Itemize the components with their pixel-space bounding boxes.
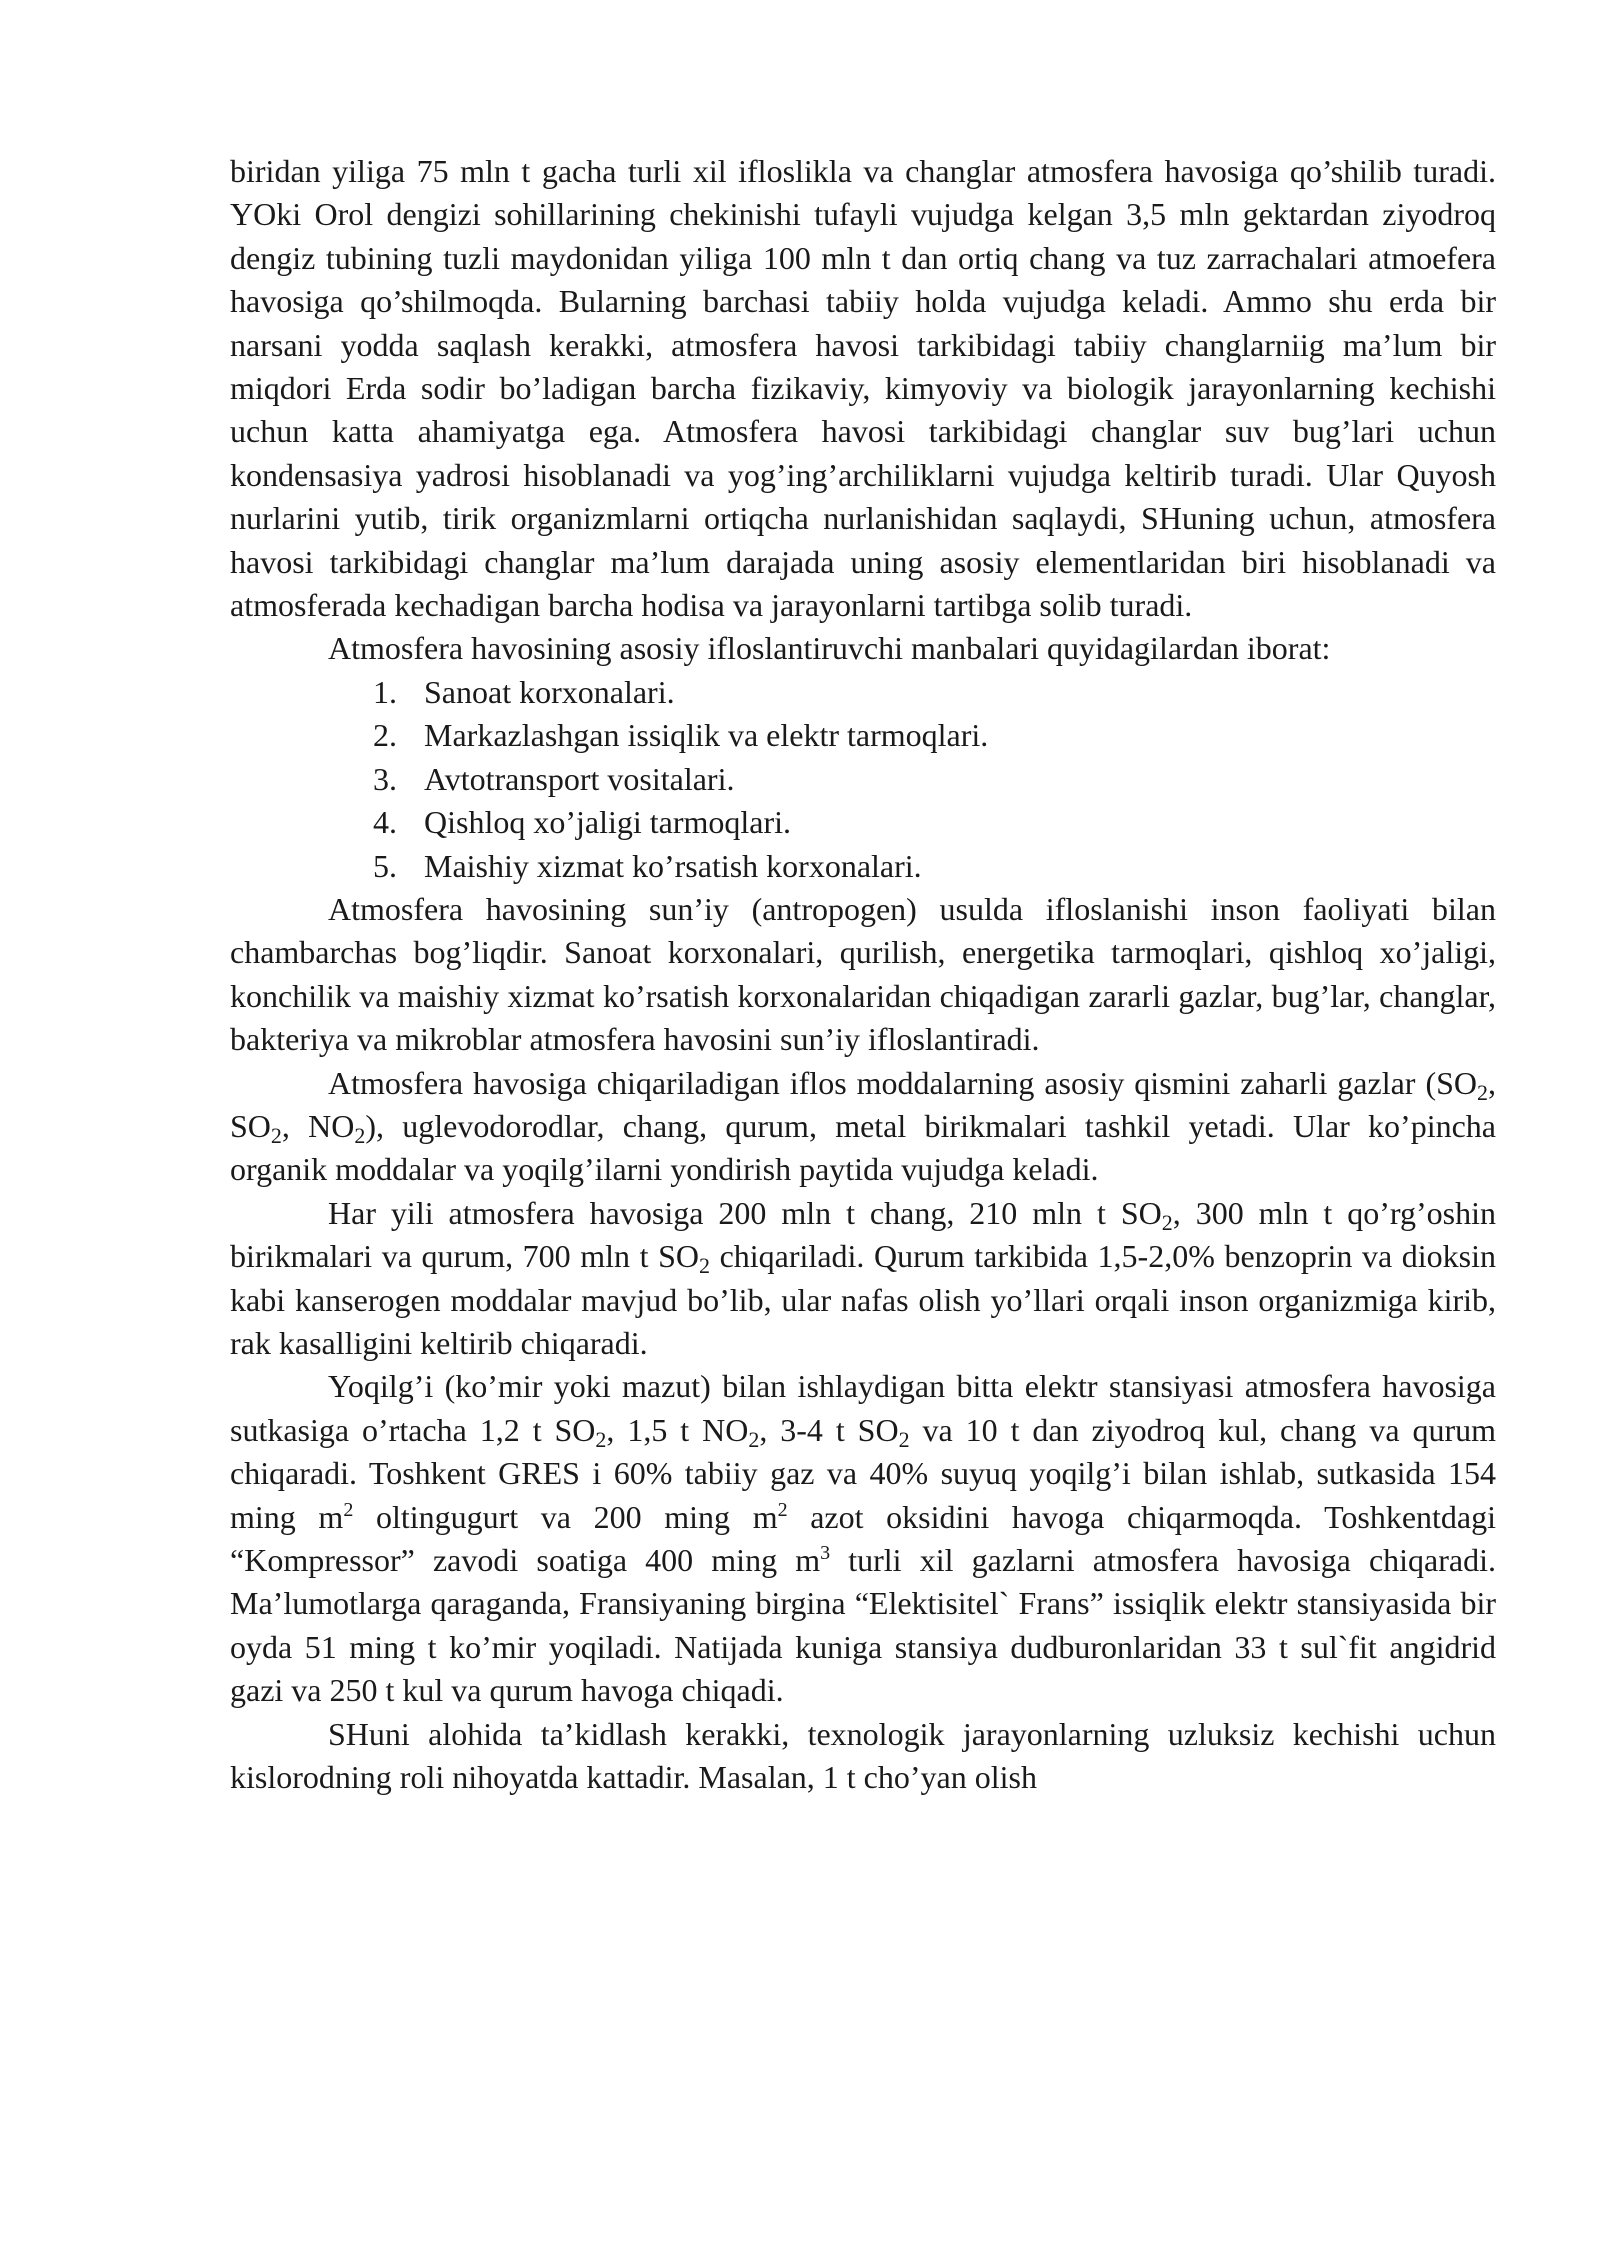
list-number: 1. bbox=[373, 673, 397, 710]
list-item-text: Sanoat korxonalari. bbox=[424, 673, 675, 710]
list-item-text: Maishiy xizmat ko’rsatish korxonalari. bbox=[424, 847, 922, 884]
list-number: 4. bbox=[373, 804, 397, 841]
list-item-text: Markazlashgan issiqlik va elektr tarmoqlari. bbox=[424, 717, 989, 754]
list-item bbox=[230, 758, 1496, 801]
paragraph-oxygen: SHuni alohida ta’kidlash kerakki, texnologik jarayonlarning uzluksiz kechishi uchun kislorodning roli nihoyatda kattadir. Masalan, 1 t cho’yan olish bbox=[230, 1715, 1496, 1796]
paragraph-toxic-gases: Atmosfera havosiga chiqariladigan iflos moddalarning asosiy qismini zaharli gazlar ($SO_2$, $SO_2$, $NO_2$), uglevodorodlar, chang, qurum, metal birikmalari tashkil yetadi. Ular ko’pincha organik moddalar va yoqilg’ilarni yondirish paytida vujudga keladi. bbox=[230, 1064, 1497, 1188]
paragraph-anthropogen: Atmosfera havosining sun’iy (antropogen) usulda ifloslanishi inson faoliyati bilan chambarchas bog’liqdir. Sanoat korxonalari, qurilish, energetika tarmoqlari, qishloq xo’jaligi, konchilik va maishiy xizmat ko’rsatish korxonalaridan chiqadigan zararli gazlar, bug’lar, changlar, bakteriya va mikroblar atmosfera havosini sun’iy ifloslantiradi. bbox=[230, 890, 1496, 1058]
list-item bbox=[230, 714, 1496, 757]
paragraph-intro: biridan yiliga 75 mln t gacha turli xil ifloslikla va changlar atmosfera havosiga qo’shilib turadi. YOki Orol dengizi sohillarining chekinishi tufayli vujudga kelgan 3,5 mln gektardan ziyodroq dengiz tubining tuzli maydonidan yiliga 100 mln t dan ortiq chang va tuz zarrachalari atmoefera havosiga qo’shilmoqda. Bularning barchasi tabiiy holda vujudga keladi. Ammo shu erda bir narsani yodda saqlash kerakki, atmosfera havosi tarkibidagi tabiiy changlarniig ma’lum bir miqdori Erda sodir bo’ladigan barcha fizikaviy, kimyoviy va biologik jarayonlarning kechishi uchun katta ahamiyatga ega. Atmosfera havosi tarkibidagi changlar suv bug’lari uchun kondensasiya yadrosi hisoblanadi va yog’ing’archiliklarni vujudga keltirib turadi. Ular Quyosh nurlarini yutib, tirik organizmlarni ortiqcha nurlanishidan saqlaydi, SHuning uchun, atmosfera havosi tarkibidagi changlar ma’lum darajada uning asosiy elementlaridan biri hisoblanadi va atmosferada kechadigan barcha hodisa va jarayonlarni tartibga solib turadi. bbox=[230, 153, 1496, 624]
list-number: 5. bbox=[373, 847, 397, 884]
list-item-text: Avtotransport vositalari. bbox=[424, 760, 735, 797]
pollution-sources-list bbox=[230, 671, 1496, 888]
paragraph-sources-intro: Atmosfera havosining asosiy ifloslantiruvchi manbalari quyidagilardan iborat: bbox=[328, 630, 1331, 667]
list-item bbox=[230, 801, 1496, 844]
list-item bbox=[230, 671, 1496, 714]
list-item bbox=[230, 845, 1496, 888]
document-page bbox=[230, 150, 1496, 1799]
paragraph-power-station: Yoqilg’i (ko’mir yoki mazut) bilan ishlaydigan bitta elektr stansiyasi atmosfera havosiga sutkasiga o’rtacha 1,2 t $SO_2$, 1,5 t $NO_2$, 3-4 t $SO_2$ va 10 t dan ziyodroq kul, chang va qurum chiqaradi. Toshkent GRES i 60% tabiiy gaz va 40% suyuq yoqilg’i bilan ishlab, sutkasida 154 ming $m^2$ oltingugurt va 200 ming $m^2$ azot oksidini havoga chiqarmoqda. Toshkentdagi “Kompressor” zavodi soatiga 400 ming $m^3$ turli xil gazlarni atmosfera havosiga chiqaradi. Ma’lumotlarga qaraganda, Fransiyaning birgina “Elektisitel` Frans” issiqlik elektr stansiyasida bir oyda 51 ming t ko’mir yoqiladi. Natijada kuniga stansiya dudburonlaridan 33 t sul`fit angidrid gazi va 250 t kul va qurum havoga chiqadi. bbox=[230, 1368, 1497, 1709]
list-item-text: Qishloq xo’jaligi tarmoqlari. bbox=[424, 804, 792, 841]
list-number: 2. bbox=[373, 717, 397, 754]
list-number: 3. bbox=[373, 760, 397, 797]
paragraph-annual-emissions: Har yili atmosfera havosiga 200 mln t chang, 210 mln t $SO_2$, 300 mln t qo’rg’oshin birikmalari va qurum, 700 mln t $SO_2$ chiqariladi. Qurum tarkibida 1,5-2,0% benzoprin va dioksin kabi kanserogen moddalar mavjud bo’lib, ular nafas olish yo’llari orqali inson organizmiga kirib, rak kasalligini keltirib chiqaradi. bbox=[230, 1194, 1497, 1361]
